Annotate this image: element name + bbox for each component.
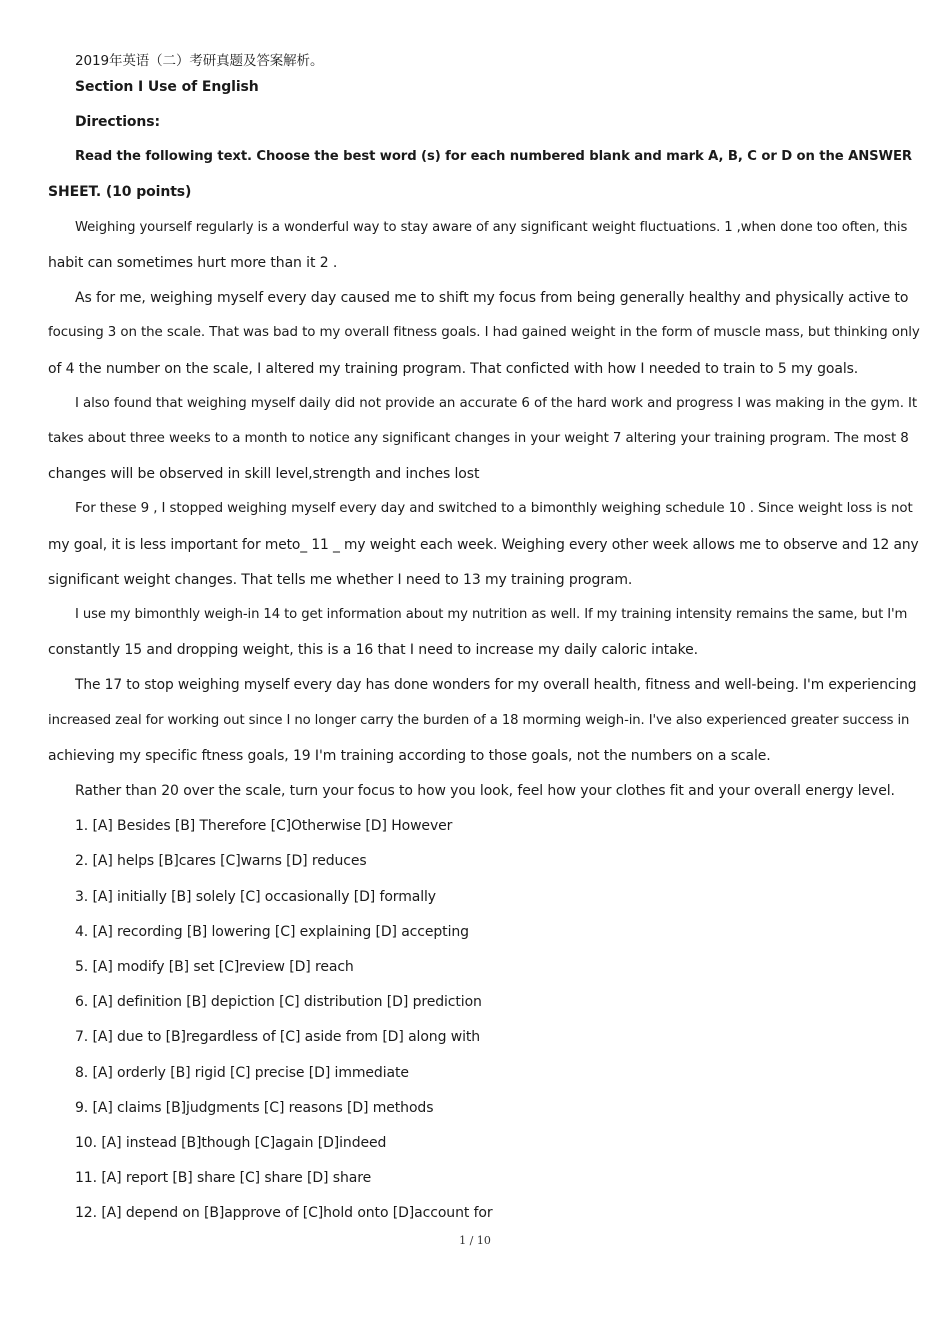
option-item-11: 11. [A] report [B] share [C] share [D] share	[75, 1170, 372, 1186]
option-item-5: 5. [A] modify [B] set [C]review [D] reach	[75, 959, 354, 975]
page-number: 1 / 10	[459, 1234, 491, 1247]
passage-p2-line-3: of 4 the number on the scale, I altered my training program. That conficted with how I needed to train to 5 my goals.	[48, 361, 859, 377]
passage-p6-line-3: achieving my specific ftness goals, 19 I'm training according to those goals, not the numbers on a scale.	[48, 748, 771, 764]
passage-p4-line-3: significant weight changes. That tells me whether I need to 13 my training program.	[48, 572, 633, 588]
directions-text-line-1: Read the following text. Choose the best word (s) for each numbered blank and mark A, B, C or D on the ANSWER	[75, 149, 912, 164]
passage-p5-line-2: constantly 15 and dropping weight, this is a 16 that I need to increase my daily caloric intake.	[48, 642, 698, 658]
document-title: 2019年英语（二）考研真题及答案解析。	[75, 53, 324, 69]
passage-p4-line-2: my goal, it is less important for meto_ 11 _ my weight each week. Weighing every other week allows me to observe and 12 any	[48, 537, 919, 553]
passage-p1-line-1: Weighing yourself regularly is a wonderful way to stay aware of any significant weight fluctuations. 1 ,when done too often, this	[75, 220, 908, 235]
option-item-6: 6. [A] definition [B] depiction [C] distribution [D] prediction	[75, 994, 482, 1010]
directions-label: Directions:	[75, 114, 161, 130]
option-item-3: 3. [A] initially [B] solely [C] occasionally [D] formally	[75, 889, 436, 905]
passage-p2-line-2: focusing 3 on the scale. That was bad to my overall fitness goals. I had gained weight in the form of muscle mass, but thinking only	[48, 325, 920, 340]
directions-text-line-2: SHEET. (10 points)	[48, 184, 192, 200]
section-heading: Section I Use of English	[75, 79, 259, 95]
option-item-2: 2. [A] helps [B]cares [C]warns [D] reduces	[75, 853, 367, 869]
passage-p6-line-1: The 17 to stop weighing myself every day has done wonders for my overall health, fitness and well-being. I'm experiencing	[75, 677, 917, 693]
option-item-10: 10. [A] instead [B]though [C]again [D]indeed	[75, 1135, 387, 1151]
option-item-9: 9. [A] claims [B]judgments [C] reasons [D] methods	[75, 1100, 434, 1116]
option-item-12: 12. [A] depend on [B]approve of [C]hold onto [D]account for	[75, 1205, 493, 1221]
passage-p6-line-2: increased zeal for working out since I no longer carry the burden of a 18 morming weigh-in. I've also experienced greater success in	[48, 713, 910, 728]
option-item-4: 4. [A] recording [B] lowering [C] explaining [D] accepting	[75, 924, 469, 940]
option-item-7: 7. [A] due to [B]regardless of [C] aside from [D] along with	[75, 1029, 481, 1045]
passage-p3-line-1: I also found that weighing myself daily did not provide an accurate 6 of the hard work and progress I was making in the gym. It	[75, 396, 918, 411]
passage-p3-line-3: changes will be observed in skill level,strength and inches lost	[48, 466, 480, 482]
option-item-1: 1. [A] Besides [B] Therefore [C]Otherwise [D] However	[75, 818, 453, 834]
passage-p5-line-1: I use my bimonthly weigh-in 14 to get information about my nutrition as well. If my training intensity remains the same, but I'm	[75, 607, 908, 622]
passage-p2-line-1: As for me, weighing myself every day caused me to shift my focus from being generally healthy and physically active to	[75, 290, 909, 306]
passage-p4-line-1: For these 9 , I stopped weighing myself every day and switched to a bimonthly weighing schedule 10 . Since weight loss is not	[75, 501, 913, 516]
option-item-8: 8. [A] orderly [B] rigid [C] precise [D] immediate	[75, 1065, 409, 1081]
passage-p7-line-1: Rather than 20 over the scale, turn your focus to how you look, feel how your clothes fit and your overall energy level.	[75, 783, 895, 799]
passage-p1-line-2: habit can sometimes hurt more than it 2 .	[48, 255, 338, 271]
passage-p3-line-2: takes about three weeks to a month to notice any significant changes in your weight 7 altering your training program. The most 8	[48, 431, 909, 446]
